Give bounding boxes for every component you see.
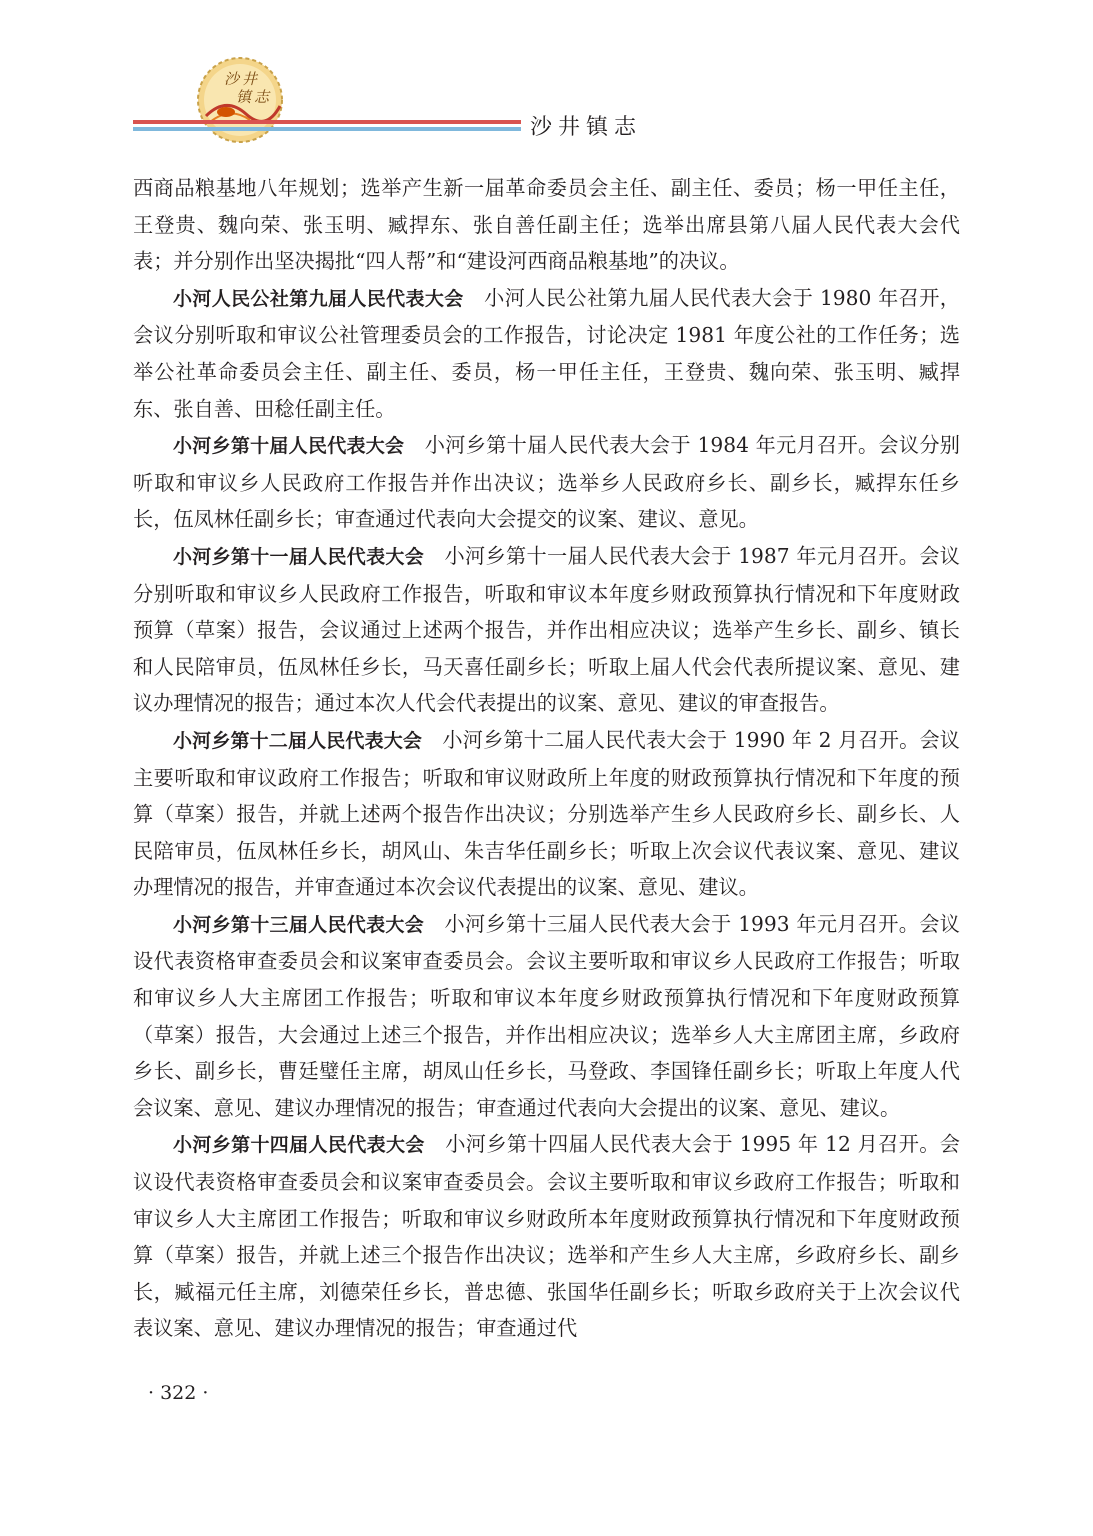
- running-title: 沙井镇志: [530, 115, 643, 140]
- page-number: · 322 ·: [148, 1382, 209, 1404]
- paragraph: [133, 538, 960, 722]
- paragraph-text: 小河乡第十一届人民代表大会于 1987 年元月召开。会议分别听取和审议乡人民政府工作报告，听取和审议本年度乡财政预算执行情况和下年度财政预算（草案）报告，会议通过上述两个报告，并作出相应决议；选举产生乡长、副乡、镇长和人民陪审员，伍凤林任乡长，马天喜任副乡长；听取上届人代会代表所提议案、意见、建议办理情况的报告；通过本次人代会代表提出的议案、意见、建议的审查报告。: [133, 543, 960, 716]
- paragraph-text: 西商品粮基地八年规划；选举产生新一届革命委员会主任、副主任、委员；杨一甲任主任，王登贵、魏向荣、张玉明、臧捍东、张自善任副主任；选举出席县第八届人民代表大会代表；并分别作出坚决揭批“四人帮”和“建设河西商品粮基地”的决议。: [133, 176, 960, 274]
- section-heading: 小河人民公社第九届人民代表大会: [173, 287, 464, 310]
- paragraph: [133, 906, 960, 1127]
- paragraph-text: 小河乡第十四届人民代表大会于 1995 年 12 月召开。会议设代表资格审查委员会和议案审查委员会。会议主要听取和审议乡政府工作报告；听取和审议乡人大主席团工作报告；听取和审议乡财政所本年度财政预算执行情况和下年度财政预算（草案）报告，并就上述三个报告作出决议；选举和产生乡人大主席，乡政府乡长、副乡长，臧福元任主席，刘德荣任乡长，普忠德、张国华任副乡长；听取乡政府关于上次会议代表议案、意见、建议办理情况的报告；审查通过代: [133, 1132, 960, 1341]
- paragraph: [133, 427, 960, 538]
- paragraph: [133, 1126, 960, 1347]
- section-heading: 小河乡第十届人民代表大会: [173, 435, 405, 458]
- page-header: [0, 0, 1093, 160]
- svg-text:沙: 沙: [224, 70, 240, 88]
- svg-text:镇: 镇: [236, 88, 252, 106]
- section-heading: 小河乡第十二届人民代表大会: [173, 729, 423, 752]
- section-heading: 小河乡第十四届人民代表大会: [173, 1134, 425, 1157]
- paragraph-text: 小河乡第十三届人民代表大会于 1993 年元月召开。会议设代表资格审查委员会和议案审查委员会。会议主要听取和审议乡人民政府工作报告；听取和审议乡人大主席团工作报告；听取和审议本年度乡财政预算执行情况和下年度财政预算（草案）报告，大会通过上述三个报告，并作出相应决议；选举乡人大主席团主席，乡政府乡长、副乡长，曹廷璧任主席，胡凤山任乡长，马登政、李国锋任副乡长；听取上年度人代会议案、意见、建议办理情况的报告；审查通过代表向大会提出的议案、意见、建议。: [133, 911, 960, 1120]
- section-heading: 小河乡第十三届人民代表大会: [173, 913, 425, 936]
- svg-text:井: 井: [242, 70, 258, 88]
- header-rule-blue: [133, 127, 521, 131]
- svg-text:志: 志: [254, 88, 270, 106]
- paragraph: [133, 170, 960, 280]
- section-heading: 小河乡第十一届人民代表大会: [173, 545, 425, 568]
- paragraph: [133, 722, 960, 906]
- body-text: [133, 170, 960, 1347]
- paragraph-text: 小河乡第十届人民代表大会于 1984 年元月召开。会议分别听取和审议乡人民政府工作报告并作出决议；选举乡人民政府乡长、副乡长，臧捍东任乡长，伍凤林任副乡长；审查通过代表向大会提交的议案、建议、意见。: [133, 433, 960, 532]
- paragraph: [133, 280, 960, 427]
- header-rule-red: [133, 120, 521, 124]
- paragraph-text: 小河人民公社第九届人民代表大会于 1980 年召开，会议分别听取和审议公社管理委员会的工作报告，讨论决定 1981 年度公社的工作任务；选举公社革命委员会主任、副主任、委员，杨一甲任主任，王登贵、魏向荣、张玉明、臧捍东、张自善、田稔任副主任。: [133, 285, 960, 421]
- paragraph-text: 小河乡第十二届人民代表大会于 1990 年 2 月召开。会议主要听取和审议政府工作报告；听取和审议财政所上年度的财政预算执行情况和下年度的预算（草案）报告，并就上述两个报告作出决议；分别选举产生乡人民政府乡长、副乡长、人民陪审员，伍凤林任乡长，胡风山、朱吉华任副乡长；听取上次会议代表议案、意见、建议办理情况的报告，并审查通过本次会议代表提出的议案、意见、建议。: [133, 727, 960, 900]
